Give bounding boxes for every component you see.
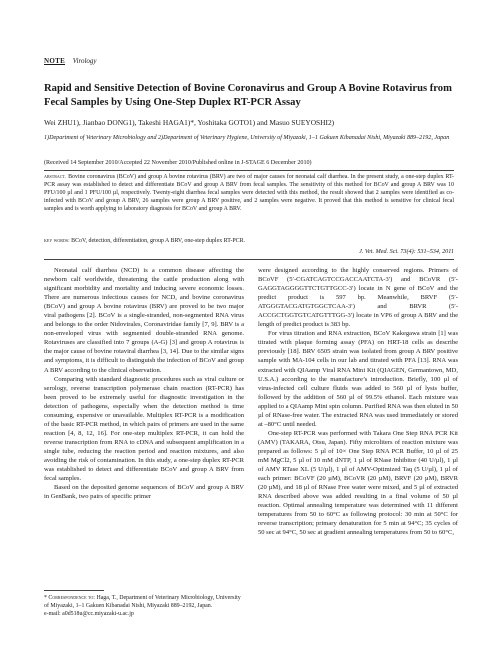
paper-title: Rapid and Sensitive Detection of Bovine Coronavirus and Group A Bovine Rotavirus from Fecal Samples by Using One-Step Duplex RT-PCR Assay [44, 83, 452, 108]
affiliations: 1)Department of Veterinary Microbiology and 2)Department of Veterinary Hygiene, University of Miyazaki, 1–1 Gakuen Kibanadai Nishi, Miyazaki 889–2192, Japan [44, 135, 450, 141]
journal-section-header [44, 57, 97, 65]
abstract-bottom-rule [44, 259, 454, 260]
field-label: Virology [72, 57, 97, 65]
abstract [44, 173, 454, 213]
body-paragraph: were designed according to the highly conserved regions. Primers of BCoVF (5′-CGATCAGTCCGACCAATCTA-3′) and BCoVR (5′-GAGGTAGGGGTTCTGTTGCC-3′) locate in N gene of BCoV and the predict product is 597 bp. Meanwhile, BRVF (5′-ATGGGTACGATGTGGCTCAA-3′) and BRVR (5′-ACCGCTGGTGTCATGTTTGG-3′) locate in VP6 of group A BRV and the length of predict product is 383 bp. [258, 267, 458, 329]
correspondence-footnote [44, 590, 244, 618]
body-paragraph: Neonatal calf diarrhea (NCD) is a common disease affecting the newborn calf worldwide, threatening the cattle production along with significant morbidity and mortality and inducing severe economic losses. There are numerous infectious causes for NCD, and bovine coronavirus (BCoV) and group A bovine rotavirus (BRV) are proved to be two major viral pathogens [2]. BCoV is a single-stranded, non-segmented RNA virus and belongs to the order Nidovirales, Coronaviridae family [7, 9]. BRV is a non-enveloped virus with segmented double-stranded RNA genome. Rotaviruses are classified into 7 groups (A-G) [3] and group A rotavirus is the major cause of bovine rotaviral diarrhea [3, 14]. Due to the similar signs and symptoms, it is difficult to distinguish the infection of BCoV and group A BRV according to the clinical observation. [44, 267, 244, 374]
correspondence-text: Haga, T., Department of Veterinary Microbiology, University of Miyazaki, 1–1 Gakuen Kibanadai Nishi, Miyazaki 889–2192, Japan. [44, 595, 241, 609]
left-column [44, 266, 244, 501]
abstract-text: Bovine coronavirus (BCoV) and group A bovine rotavirus (BRV) are two of major causes for neonatal calf diarrhea. In the present study, a one-step duplex RT-PCR assay was established to detect and differentiate BCoV and group A BRV from fecal samples. The sensitivity of this method for BCoV and group A BRV was 10 PFU/100 µl and 1 PFU/100 µl, respectively. Twenty-eight diarrhea fecal samples were detected with this method, the result showed that 2 samples were identified as co-infected with BCoV and group A BRV, 26 samples were group A BRV positive, and 2 samples were negative. It proved that this method is sensitive for clinical fecal samples and is worth applying to laboratory diagnosis for BCoV and group A BRV. [44, 174, 455, 213]
keywords [44, 237, 454, 245]
received-dates: (Received 14 September 2010/Accepted 22 November 2010/Published online in J-STAGE 6 December 2010) [44, 160, 312, 166]
keywords-label: key words: [44, 238, 70, 244]
author-list: Wei ZHU1), Jianbao DONG1), Takeshi HAGA1)*, Yoshitaka GOTO1) and Masuo SUEYOSHI2) [44, 118, 335, 127]
abstract-top-rule [44, 170, 454, 171]
keywords-text: BCoV, detection, differentiation, group A BRV, one-step duplex RT-PCR. [71, 238, 246, 244]
note-label: NOTE [44, 57, 66, 65]
body-paragraph: For virus titration and RNA extraction, BCoV Kakegawa strain [1] was titrated with plaque forming assay (PFA) on HRT-18 cells as describe previously [18]. BRV 6505 strain was isolated from group A BRV positive sample with MA-104 cells in our lab and titrated with PFA [13]. RNA was extracted with QIAamp Viral RNA Mini Kit (QIAGEN, Germantown, MD, U.S.A.) according to the manufacture’s introduction. Briefly, 100 µl of virus-infected cell culture fluids was added to 560 µl of lysis buffer, followed by the addition of 560 µl of 99.5% ethanol. Each mixture was applied to a QIAamp Mini spin column. Purified RNA was then eluted in 50 µl of RNase-free water. The extracted RNA was used immediately or stored at –80°C until needed. [258, 330, 459, 428]
footnote-rule [44, 590, 104, 591]
correspondence-label: * Correspondence to: [44, 595, 95, 601]
body-paragraph: One-step RT-PCR was performed with Takara One Step RNA PCR Kit (AMV) (TAKARA, Otsu, Japan). Fifty microliters of reaction mixture was prepared as follows: 5 µl of 10× One Step RNA PCR Buffer, 10 µl of 25 mM MgCl2, 5 µl of 10 mM dNTP, 1 µl of RNase Inhibitor (40 U/µl), 1 µl of AMV RTase XL (5 U/µl), 1 µl of AMV-Optimized Taq (5 U/µl), 1 µl of each primer: BCoVF (20 µM), BCoVR (20 µM), BRVF (20 µM), BRVR (20 µM), and 18 µl of RNase Free water were mixed, and 5 µl of extracted RNA described above was added resulting in a final volume of 50 µl reaction. Optimal annealing temperature was determined with 11 different temperatures from 50 to 60°C as following protocol: 30 min at 50°C for reverse transcription; primary denaturation for 5 min at 94°C; 35 cycles of 50 sec at 94°C, 50 sec at gradient annealing temperatures from 50 to 60°C, [258, 429, 458, 537]
right-column [258, 266, 458, 537]
journal-citation: J. Vet. Med. Sci. 73(4): 531–534, 2011 [359, 248, 454, 255]
correspondence-email: e-mail: a0d518u@cc.miyazaki-u.ac.jp [44, 611, 134, 617]
body-paragraph: Comparing with standard diagnostic procedures such as viral culture or serology, reverse transcription polymerase chain reaction (RT-PCR) has been proved to be extremely useful for diagnostic investigation in the detection of pathogens, especially when the detection method is time consuming, expensive or unavailable. Multiplex RT-PCR is a modification of the basic RT-PCR method, in which pairs of primers are used in the same reaction [4, 8, 12, 16]. For one-step multiplex RT-PCR, it can hold the reverse transcription from RNA to cDNA and subsequent amplification in a single tube, reducing the reaction period and reaction mixtures, and also avoiding the risk of contamination. In this study, a one-step duplex RT-PCR was established to detect and differentiate BCoV and group A BRV from fecal samples. [44, 375, 244, 483]
body-paragraph: Based on the deposited genome sequences of BCoV and group A BRV in GenBank, two pairs of specific primer [44, 484, 244, 501]
abstract-label: abstract. [44, 174, 67, 180]
